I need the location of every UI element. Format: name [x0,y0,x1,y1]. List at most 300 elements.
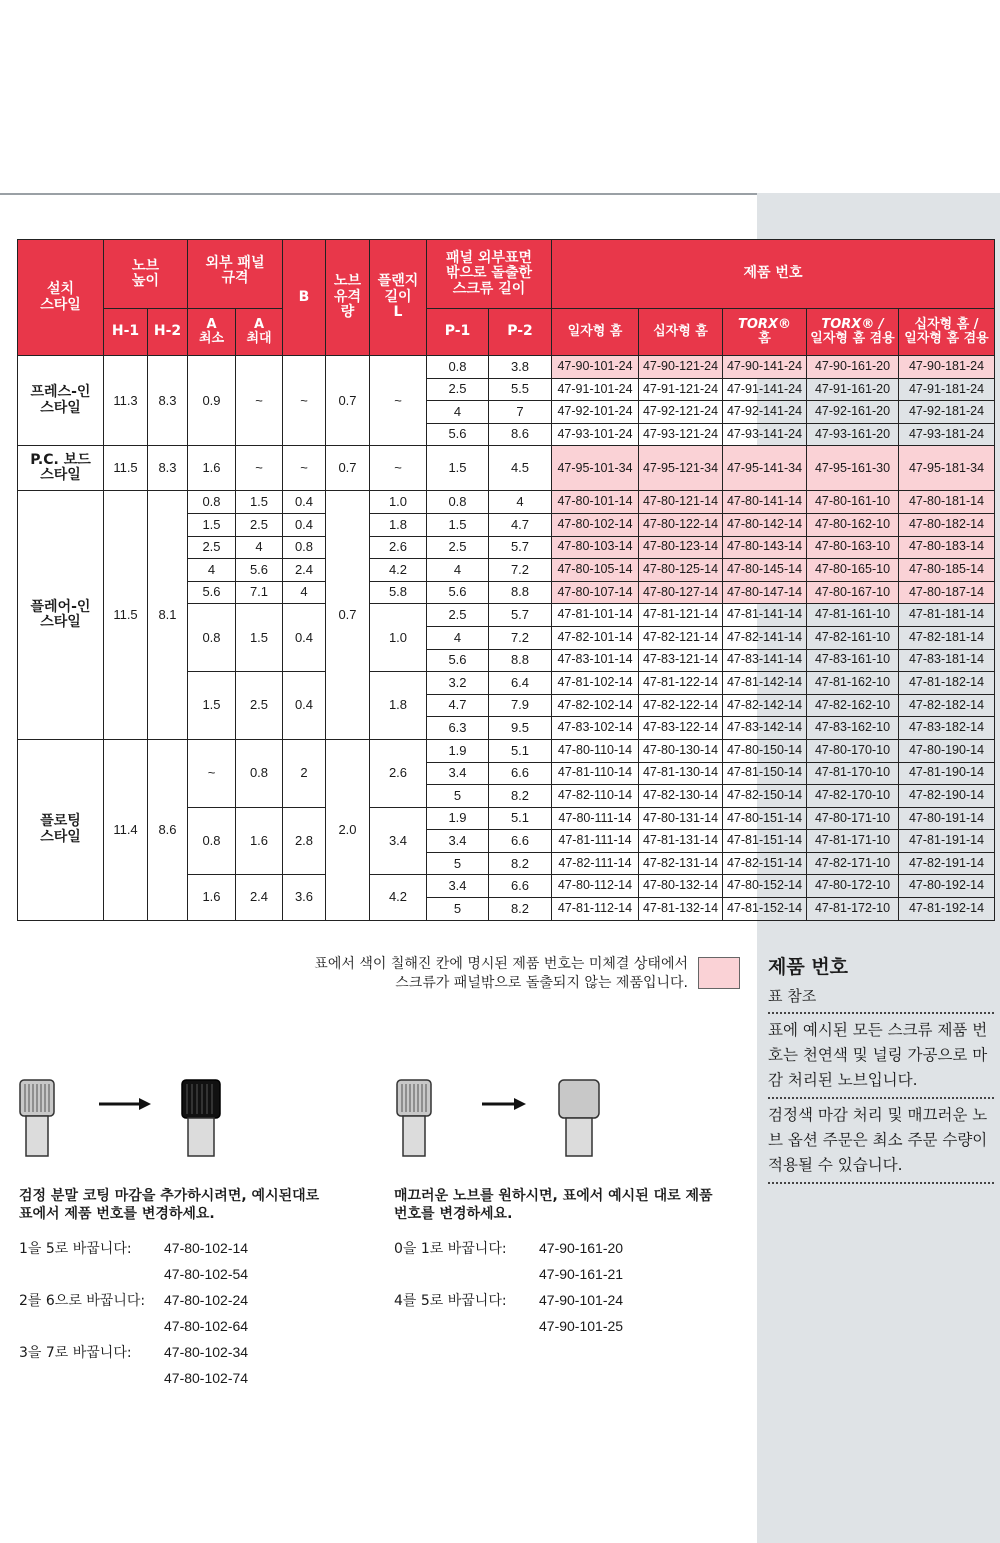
smooth-knob-icon [559,1080,599,1156]
product-number-cell: 47-81-181-14 [899,604,995,627]
h2-cell: 8.6 [148,739,188,920]
product-number-cell: 47-80-182-14 [899,513,995,536]
legend-note [230,955,688,993]
a-max-cell: ~ [236,446,283,491]
product-number-cell: 47-92-101-24 [552,401,639,424]
a-min-cell: 5.6 [188,581,236,604]
header-slot: 일자형 홈 [552,309,639,356]
b-cell: 4 [283,581,326,604]
p2-cell: 3.8 [489,356,552,379]
a-min-cell: 0.9 [188,356,236,446]
b-cell: 0.4 [283,491,326,514]
header-h1: H-1 [104,309,148,356]
product-number-cell: 47-80-187-14 [899,581,995,604]
product-number-cell: 47-82-181-14 [899,626,995,649]
p1-cell: 1.9 [427,739,489,762]
product-number-cell: 47-92-141-24 [723,401,807,424]
product-number-cell: 47-80-121-14 [639,491,723,514]
product-number-cell: 47-81-131-14 [639,830,723,853]
product-number-cell: 47-80-150-14 [723,739,807,762]
a-min-cell: 4 [188,559,236,582]
header-knob-height: 노브 높이 [104,240,188,309]
original-part-number: 47-80-102-34 [164,1344,249,1360]
p2-cell: 5.5 [489,378,552,401]
product-number-cell: 47-80-181-14 [899,491,995,514]
p1-cell: 2.5 [427,604,489,627]
flange-length-cell: 1.8 [370,672,427,740]
b-cell: 3.6 [283,875,326,920]
header-a-max: A 최대 [236,309,283,356]
product-number-cell: 47-82-151-14 [723,852,807,875]
product-number-cell: 47-81-110-14 [552,762,639,785]
product-number-cell: 47-80-105-14 [552,559,639,582]
product-number-cell: 47-82-102-14 [552,694,639,717]
change-row [19,1261,379,1287]
table-row [18,491,995,514]
legend-line-1: 표에서 색이 칠해진 칸에 명시된 제품 번호는 미체결 상태에서 [314,956,688,972]
product-number-cell: 47-81-192-14 [899,898,995,921]
smooth-knob-heading-2: 번호를 변경하세요. [394,1206,513,1222]
product-number-cell: 47-90-141-24 [723,356,807,379]
p1-cell: 5 [427,852,489,875]
product-number-cell: 47-80-111-14 [552,807,639,830]
p2-cell: 6.6 [489,875,552,898]
header-p2: P-2 [489,309,552,356]
product-number-cell: 47-80-170-10 [807,739,899,762]
product-number-cell: 47-82-190-14 [899,785,995,808]
product-number-cell: 47-81-161-10 [807,604,899,627]
original-part-number: 47-80-102-24 [164,1292,249,1308]
b-cell: 0.4 [283,513,326,536]
a-min-cell: 0.8 [188,491,236,514]
product-number-cell: 47-83-142-14 [723,717,807,740]
change-label: 0을 1로 바꿉니다: [394,1241,507,1257]
product-number-cell: 47-92-121-24 [639,401,723,424]
h2-cell: 8.3 [148,356,188,446]
header-flange-length: 플랜지 길이 L [370,240,427,356]
b-cell: 2.8 [283,807,326,875]
product-number-cell: 47-82-121-14 [639,626,723,649]
product-number-cell: 47-82-122-14 [639,694,723,717]
change-label: 1을 5로 바꿉니다: [19,1241,132,1257]
product-number-cell: 47-80-127-14 [639,581,723,604]
change-row [394,1235,754,1261]
p2-cell: 5.7 [489,536,552,559]
product-number-cell: 47-91-121-24 [639,378,723,401]
header-torx-slot: TORX® / 일자형 홈 겸용 [807,309,899,356]
product-number-cell: 47-81-172-10 [807,898,899,921]
product-number-cell: 47-81-162-10 [807,672,899,695]
p2-cell: 4.7 [489,513,552,536]
product-number-cell: 47-83-181-14 [899,649,995,672]
install-style-cell: P.C. 보드 스타일 [18,446,104,491]
smooth-knob-illustration [394,1078,624,1166]
product-number-cell: 47-82-142-14 [723,694,807,717]
a-max-cell: 4 [236,536,283,559]
p1-cell: 1.5 [427,446,489,491]
flange-length-cell: 2.6 [370,739,427,807]
product-number-cell: 47-82-162-10 [807,694,899,717]
table-row [18,739,995,762]
a-max-cell: 2.5 [236,672,283,740]
change-label: 2를 6으로 바꿉니다: [19,1293,146,1309]
product-number-cell: 47-80-141-14 [723,491,807,514]
sidebar-title: 제품 번호 [768,956,849,978]
product-number-cell: 47-83-162-10 [807,717,899,740]
p1-cell: 5.6 [427,649,489,672]
a-max-cell: 1.5 [236,604,283,672]
sidebar-paragraph-2: 검정색 마감 처리 및 매끄러운 노브 옵션 주문은 최소 주문 수량이 적용될 수 있습니다. [768,1099,994,1184]
p1-cell: 5 [427,785,489,808]
product-number-cell: 47-82-111-14 [552,852,639,875]
product-number-cell: 47-95-161-30 [807,446,899,491]
arrow-right-icon [482,1098,526,1110]
p1-cell: 5 [427,898,489,921]
change-row [394,1313,754,1339]
product-spec-table [17,239,995,921]
b-cell: 2.4 [283,559,326,582]
change-row [19,1287,379,1313]
knurled-knob-icon [20,1080,54,1156]
sidebar-product-number [768,952,994,1184]
product-number-cell: 47-81-132-14 [639,898,723,921]
a-max-cell: 1.6 [236,807,283,875]
product-number-cell: 47-82-141-14 [723,626,807,649]
product-number-cell: 47-81-191-14 [899,830,995,853]
b-cell: 0.4 [283,672,326,740]
product-number-cell: 47-80-142-14 [723,513,807,536]
p2-cell: 6.6 [489,762,552,785]
black-finish-instructions [19,1187,379,1391]
p2-cell: 8.2 [489,852,552,875]
product-number-cell: 47-80-123-14 [639,536,723,559]
install-style-cell: 플로팅 스타일 [18,739,104,920]
change-label: 4를 5로 바꿉니다: [394,1293,507,1309]
a-max-cell: 0.8 [236,739,283,807]
product-number-cell: 47-80-112-14 [552,875,639,898]
p1-cell: 0.8 [427,491,489,514]
new-part-number: 47-80-102-74 [164,1370,249,1386]
product-number-cell: 47-80-145-14 [723,559,807,582]
product-number-cell: 47-81-152-14 [723,898,807,921]
flange-length-cell: 1.0 [370,604,427,672]
product-number-cell: 47-81-122-14 [639,672,723,695]
p1-cell: 4 [427,626,489,649]
product-number-cell: 47-95-101-34 [552,446,639,491]
change-row [394,1287,754,1313]
arrow-right-icon [99,1098,151,1110]
knob-float-cell: 0.7 [326,356,370,446]
h1-cell: 11.3 [104,356,148,446]
product-number-cell: 47-83-141-14 [723,649,807,672]
product-number-cell: 47-80-101-14 [552,491,639,514]
new-part-number: 47-80-102-54 [164,1266,249,1282]
product-number-cell: 47-80-152-14 [723,875,807,898]
p2-cell: 7.2 [489,626,552,649]
install-style-cell: 플레어-인 스타일 [18,491,104,740]
product-number-cell: 47-81-142-14 [723,672,807,695]
black-knob-icon [182,1080,220,1156]
p1-cell: 0.8 [427,356,489,379]
product-number-cell: 47-80-167-10 [807,581,899,604]
p2-cell: 5.7 [489,604,552,627]
product-number-cell: 47-93-101-24 [552,423,639,446]
new-part-number: 47-90-161-21 [539,1266,624,1282]
product-number-cell: 47-82-182-14 [899,694,995,717]
product-number-cell: 47-90-161-20 [807,356,899,379]
a-min-cell: 1.5 [188,672,236,740]
p2-cell: 8.2 [489,785,552,808]
smooth-knob-heading-1: 매끄러운 노브를 원하시면, 표에서 예시된 대로 제품 [394,1188,713,1204]
black-finish-illustration [17,1078,247,1166]
product-number-cell: 47-81-141-14 [723,604,807,627]
p2-cell: 8.6 [489,423,552,446]
product-number-cell: 47-93-161-20 [807,423,899,446]
p2-cell: 5.1 [489,807,552,830]
header-b: B [283,240,326,356]
product-number-cell: 47-82-191-14 [899,852,995,875]
smooth-knob-instructions [394,1187,754,1339]
flange-length-cell: 3.4 [370,807,427,875]
product-number-cell: 47-90-121-24 [639,356,723,379]
p2-cell: 8.8 [489,581,552,604]
header-install-style: 설치 스타일 [18,240,104,356]
product-number-cell: 47-95-181-34 [899,446,995,491]
flange-length-cell: 2.6 [370,536,427,559]
a-min-cell: 2.5 [188,536,236,559]
h1-cell: 11.4 [104,739,148,920]
b-cell: 0.4 [283,604,326,672]
table-row [18,356,995,379]
product-number-cell: 47-81-121-14 [639,604,723,627]
p1-cell: 3.2 [427,672,489,695]
b-cell: ~ [283,356,326,446]
product-number-cell: 47-80-151-14 [723,807,807,830]
p2-cell: 6.4 [489,672,552,695]
product-number-cell: 47-80-185-14 [899,559,995,582]
product-number-cell: 47-80-162-10 [807,513,899,536]
p2-cell: 7.2 [489,559,552,582]
product-number-cell: 47-91-101-24 [552,378,639,401]
b-cell: ~ [283,446,326,491]
product-number-cell: 47-80-102-14 [552,513,639,536]
new-part-number: 47-80-102-64 [164,1318,249,1334]
a-max-cell: 2.5 [236,513,283,536]
flange-length-cell: 4.2 [370,875,427,920]
p1-cell: 1.5 [427,513,489,536]
knob-float-cell: 0.7 [326,446,370,491]
product-number-cell: 47-83-101-14 [552,649,639,672]
flange-length-cell: ~ [370,356,427,446]
h2-cell: 8.3 [148,446,188,491]
product-number-cell: 47-81-102-14 [552,672,639,695]
header-p1: P-1 [427,309,489,356]
p1-cell: 4 [427,401,489,424]
product-number-cell: 47-92-161-20 [807,401,899,424]
change-row [19,1235,379,1261]
product-number-cell: 47-91-141-24 [723,378,807,401]
header-phillips-slot: 십자형 홈 / 일자형 홈 겸용 [899,309,995,356]
knurled-knob-icon [397,1080,431,1156]
product-number-cell: 47-81-190-14 [899,762,995,785]
p1-cell: 1.9 [427,807,489,830]
p1-cell: 3.4 [427,875,489,898]
header-phillips: 십자형 홈 [639,309,723,356]
product-number-cell: 47-82-130-14 [639,785,723,808]
sidebar-subtitle: 표 참조 [768,985,994,1014]
h1-cell: 11.5 [104,446,148,491]
product-number-cell: 47-81-112-14 [552,898,639,921]
product-number-cell: 47-95-141-34 [723,446,807,491]
change-row [394,1261,754,1287]
product-number-cell: 47-90-181-24 [899,356,995,379]
a-min-cell: 1.6 [188,446,236,491]
a-min-cell: ~ [188,739,236,807]
product-number-cell: 47-80-191-14 [899,807,995,830]
p2-cell: 8.2 [489,898,552,921]
a-max-cell: 5.6 [236,559,283,582]
product-number-cell: 47-93-141-24 [723,423,807,446]
product-number-cell: 47-80-190-14 [899,739,995,762]
p2-cell: 6.6 [489,830,552,853]
product-number-cell: 47-95-121-34 [639,446,723,491]
p2-cell: 5.1 [489,739,552,762]
p1-cell: 6.3 [427,717,489,740]
b-cell: 0.8 [283,536,326,559]
original-part-number: 47-80-102-14 [164,1240,249,1256]
product-number-cell: 47-81-101-14 [552,604,639,627]
header-outer-panel: 외부 패널 규격 [188,240,283,309]
black-finish-heading-1: 검정 분말 코팅 마감을 추가하시려면, 예시된대로 [19,1188,320,1204]
original-part-number: 47-90-101-24 [539,1292,624,1308]
product-number-cell: 47-80-163-10 [807,536,899,559]
p1-cell: 4.7 [427,694,489,717]
product-number-cell: 47-80-171-10 [807,807,899,830]
flange-length-cell: 4.2 [370,559,427,582]
product-number-cell: 47-91-181-24 [899,378,995,401]
original-part-number: 47-90-161-20 [539,1240,624,1256]
header-torx: TORX® 홈 [723,309,807,356]
b-cell: 2 [283,739,326,807]
product-number-cell: 47-82-161-10 [807,626,899,649]
header-screw-length: 패널 외부표면 밖으로 돌출한 스크류 길이 [427,240,552,309]
p2-cell: 7.9 [489,694,552,717]
install-style-cell: 프레스-인 스타일 [18,356,104,446]
product-number-cell: 47-80-192-14 [899,875,995,898]
product-number-cell: 47-82-110-14 [552,785,639,808]
h1-cell: 11.5 [104,491,148,740]
product-number-cell: 47-80-122-14 [639,513,723,536]
a-min-cell: 1.6 [188,875,236,920]
flange-length-cell: ~ [370,446,427,491]
product-number-cell: 47-90-101-24 [552,356,639,379]
product-number-cell: 47-80-132-14 [639,875,723,898]
header-product-number: 제품 번호 [552,240,995,309]
black-finish-list [19,1235,379,1391]
p1-cell: 5.6 [427,581,489,604]
new-part-number: 47-90-101-25 [539,1318,624,1334]
product-number-cell: 47-80-110-14 [552,739,639,762]
product-number-cell: 47-80-103-14 [552,536,639,559]
product-number-cell: 47-82-101-14 [552,626,639,649]
sidebar-paragraph-1: 표에 예시된 모든 스크류 제품 번호는 천연색 및 널링 가공으로 마감 처리된 노브입니다. [768,1014,994,1099]
knob-float-cell: 2.0 [326,739,370,920]
black-finish-heading-2: 표에서 제품 번호를 변경하세요. [19,1206,215,1222]
product-number-cell: 47-82-131-14 [639,852,723,875]
a-max-cell: 2.4 [236,875,283,920]
p1-cell: 3.4 [427,762,489,785]
product-number-cell: 47-81-151-14 [723,830,807,853]
product-number-cell: 47-81-170-10 [807,762,899,785]
legend-line-2: 스크류가 패널밖으로 돌출되지 않는 제품입니다. [395,975,688,991]
a-max-cell: 1.5 [236,491,283,514]
product-number-cell: 47-81-182-14 [899,672,995,695]
product-number-cell: 47-80-147-14 [723,581,807,604]
product-number-cell: 47-93-181-24 [899,423,995,446]
p2-cell: 4.5 [489,446,552,491]
table-row [18,446,995,491]
flange-length-cell: 1.8 [370,513,427,536]
product-number-cell: 47-81-130-14 [639,762,723,785]
change-row [19,1313,379,1339]
a-max-cell: ~ [236,356,283,446]
product-number-cell: 47-91-161-20 [807,378,899,401]
header-a-min: A 최소 [188,309,236,356]
product-number-cell: 47-80-172-10 [807,875,899,898]
p1-cell: 3.4 [427,830,489,853]
header-knob-float: 노브 유격 량 [326,240,370,356]
header-h2: H-2 [148,309,188,356]
product-number-cell: 47-92-181-24 [899,401,995,424]
flange-length-cell: 1.0 [370,491,427,514]
product-number-cell: 47-93-121-24 [639,423,723,446]
change-label: 3을 7로 바꿉니다: [19,1345,132,1361]
product-number-cell: 47-80-143-14 [723,536,807,559]
a-min-cell: 0.8 [188,807,236,875]
change-row [19,1365,379,1391]
product-number-cell: 47-80-165-10 [807,559,899,582]
spec-table-body [18,356,995,921]
product-number-cell: 47-80-183-14 [899,536,995,559]
product-number-cell: 47-83-122-14 [639,717,723,740]
product-number-cell: 47-81-111-14 [552,830,639,853]
product-number-cell: 47-80-107-14 [552,581,639,604]
p1-cell: 2.5 [427,536,489,559]
legend-swatch [698,957,740,989]
p1-cell: 2.5 [427,378,489,401]
product-number-cell: 47-83-102-14 [552,717,639,740]
product-number-cell: 47-82-170-10 [807,785,899,808]
product-number-cell: 47-83-161-10 [807,649,899,672]
product-number-cell: 47-83-182-14 [899,717,995,740]
a-min-cell: 0.8 [188,604,236,672]
p2-cell: 4 [489,491,552,514]
product-number-cell: 47-80-130-14 [639,739,723,762]
product-number-cell: 47-83-121-14 [639,649,723,672]
product-number-cell: 47-80-161-10 [807,491,899,514]
h2-cell: 8.1 [148,491,188,740]
flange-length-cell: 5.8 [370,581,427,604]
p1-cell: 4 [427,559,489,582]
product-number-cell: 47-80-125-14 [639,559,723,582]
product-number-cell: 47-80-131-14 [639,807,723,830]
change-row [19,1339,379,1365]
p2-cell: 8.8 [489,649,552,672]
product-number-cell: 47-81-150-14 [723,762,807,785]
a-min-cell: 1.5 [188,513,236,536]
p1-cell: 5.6 [427,423,489,446]
knob-float-cell: 0.7 [326,491,370,740]
